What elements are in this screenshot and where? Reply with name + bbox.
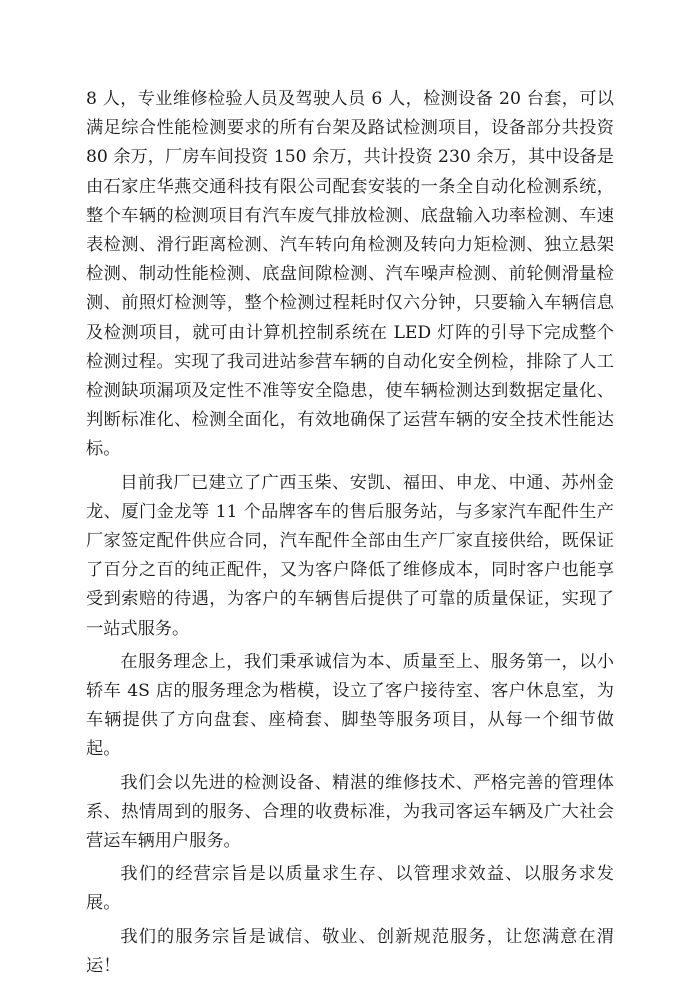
paragraph-1: 8 人，专业维修检验人员及驾驶人员 6 人，检测设备 20 台套，可以满足综合性能检测要求的所有台架及路试检测项目，设备部分共投资 80 余万，厂房车间投资 150 余万，共计投资 230 余万，其中设备是由石家庄华燕交通科技有限公司配套安装的一条全自动化检测系统，整个车辆的检测项目有汽车废气排放检测、底盘输入功率检测、车速表检测、滑行距离检测、汽车转向角检测及转向力矩检测、独立悬架检测、制动性能检测、底盘间隙检测、汽车噪声检测、前轮侧滑量检测、前照灯检测等，整个检测过程耗时仅六分钟，只要输入车辆信息及检测项目，就可由计算机控制系统在 LED 灯阵的引导下完成整个检测过程。实现了我司进站参营车辆的自动化安全例检，排除了人工检测缺项漏项及定性不准等安全隐患，使车辆检测达到数据定量化、判断标准化、检测全面化，有效地确保了运营车辆的安全技术性能达标。 [86, 89, 614, 460]
paragraph-5: 我们的经营宗旨是以质量求生存、以管理求效益、以服务求发展。 [86, 864, 614, 914]
paragraph-3: 在服务理念上，我们秉承诚信为本、质量至上、服务第一，以小轿车 4S 店的服务理念为楷模，设立了客户接待室、客户休息室，为车辆提供了方向盘套、座椅套、脚垫等服务项目，从每一个细节做起。 [86, 651, 614, 760]
paragraph-6: 我们的服务宗旨是诚信、敬业、创新规范服务，让您满意在渭运！ [86, 926, 614, 976]
document-body [86, 85, 614, 981]
paragraph-2: 目前我厂已建立了广西玉柴、安凯、福田、申龙、中通、苏州金龙、厦门金龙等 11 个品牌客车的售后服务站，与多家汽车配件生产厂家签定配件供应合同，汽车配件全部由生产厂家直接供给，既保证了百分之百的纯正配件，又为客户降低了维修成本，同时客户也能享受到索赔的待遇，为客户的车辆售后提供了可靠的质量保证，实现了一站式服务。 [86, 472, 614, 639]
paragraph-4: 我们会以先进的检测设备、精湛的维修技术、严格完善的管理体系、热情周到的服务、合理的收费标准，为我司客运车辆及广大社会营运车辆用户服务。 [86, 772, 614, 852]
